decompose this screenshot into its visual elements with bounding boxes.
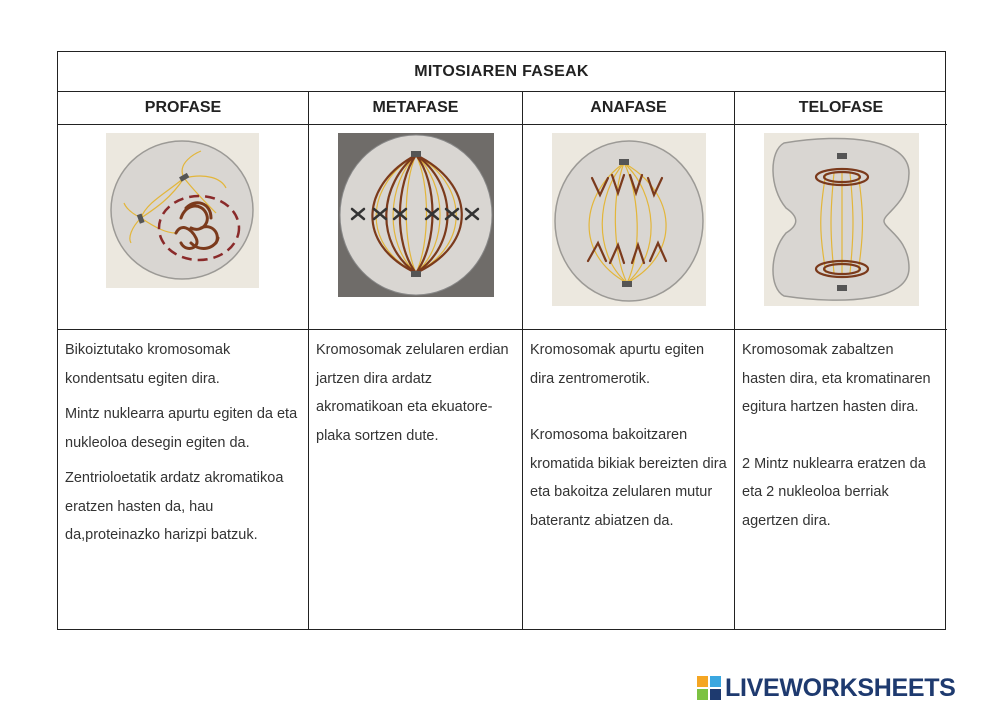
liveworksheets-logo-icon <box>697 676 721 700</box>
metafase-paragraph: Kromosomak zelularen erdian jartzen dira ardatz akromatikoan eta ekuatore-plaka sortzen dute. <box>316 342 509 444</box>
telofase-paragraph: Kromosomak zabaltzen hasten dira, eta kromatinaren egitura hartzen hasten dira. <box>742 342 931 415</box>
profase-cell-illustration <box>106 133 259 288</box>
metafase-description <box>309 330 522 450</box>
profase-image-cell <box>58 125 308 330</box>
metafase-cell-illustration <box>338 133 494 297</box>
anafase-paragraph: Kromosomak apurtu egiten dira zentromerotik. <box>530 342 705 387</box>
profase-paragraph: Zentrioloetatik ardatz akromatikoa eratzen hasten da, hau da,proteinazko harizpi batzuk. <box>65 470 284 543</box>
anafase-image-cell <box>523 125 734 330</box>
phase-heading-profase: PROFASE <box>58 92 308 125</box>
anafase-description <box>523 330 734 535</box>
column-profase <box>58 92 309 629</box>
profase-description <box>58 330 308 550</box>
profase-paragraph: Mintz nuklearra apurtu egiten da eta nukleoloa desegin egiten da. <box>65 406 298 451</box>
mitosis-table <box>57 51 946 630</box>
table-title: MITOSIAREN FASEAK <box>58 52 945 92</box>
metafase-image-cell <box>309 125 522 330</box>
liveworksheets-logo[interactable] <box>697 673 995 703</box>
phase-heading-telofase: TELOFASE <box>735 92 947 125</box>
column-telofase <box>735 92 947 629</box>
brand-name: LIVEWORKSHEETS <box>725 673 956 702</box>
anafase-paragraph: Kromosoma bakoitzaren kromatida bikiak bereizten dira eta bakoitza zelularen mutur baterantz abiatzen da. <box>530 427 727 529</box>
telofase-cell-illustration <box>764 133 919 306</box>
phase-heading-anafase: ANAFASE <box>523 92 734 125</box>
telofase-paragraph: 2 Mintz nuklearra eratzen da eta 2 nukleoloa berriak agertzen dira. <box>742 455 926 529</box>
telofase-image-cell <box>735 125 947 330</box>
anafase-cell-illustration <box>552 133 706 306</box>
phase-heading-metafase: METAFASE <box>309 92 522 125</box>
column-metafase <box>309 92 523 629</box>
column-anafase <box>523 92 735 629</box>
profase-paragraph: Bikoiztutako kromosomak kondentsatu egiten dira. <box>65 342 231 387</box>
telofase-description <box>735 330 947 535</box>
